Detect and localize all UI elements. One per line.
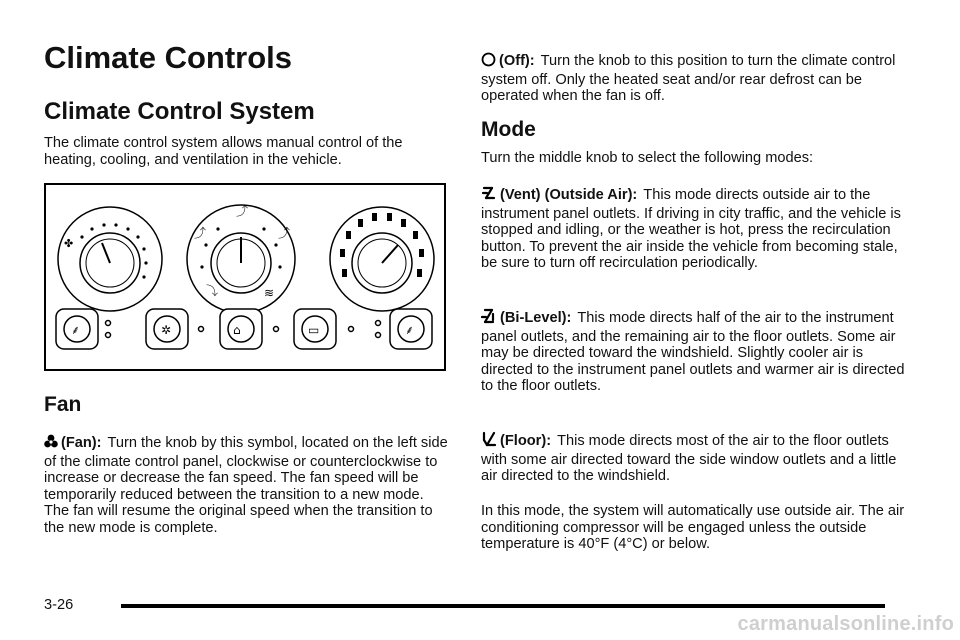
svg-text:⤵: ⤵ — [206, 284, 219, 298]
svg-text:⌂: ⌂ — [233, 323, 241, 337]
floor-label: (Floor): — [500, 433, 552, 449]
svg-text:✲: ✲ — [161, 323, 172, 337]
floor-icon — [481, 431, 497, 452]
svg-text:▭: ▭ — [308, 323, 320, 337]
vent-text: This mode directs outside air to the instrument panel outlets. If driving in city traffic, and the vehicle is stopped and idling, or the weather is hot, press the recirculation button. To prevent the air inside the vehicle from becoming stale, be sure to turn off recirculation periodically. — [481, 187, 901, 272]
fan-dial — [58, 207, 162, 311]
bilevel-label: (Bi-Level): — [500, 310, 572, 326]
floor-text: This mode directs most of the air to the floor outlets with some air directed toward the side window outlets and a little air directed to the windshield. — [481, 433, 897, 485]
svg-text:≋: ≋ — [264, 286, 275, 300]
svg-text:⸙: ⸙ — [405, 323, 415, 337]
mode-intro: Turn the middle knob to select the following modes: — [481, 150, 814, 166]
bilevel-icon — [481, 308, 497, 329]
section-title: Climate Control System — [44, 98, 315, 125]
intro-paragraph: The climate control system allows manual control of the heating, cooling, and ventilation in the vehicle. — [44, 135, 403, 168]
fan-heading: Fan — [44, 393, 82, 416]
svg-text:⤴: ⤴ — [236, 204, 249, 218]
page-number: 3-26 — [44, 597, 74, 613]
fan-paragraph — [44, 434, 448, 537]
vent-icon — [481, 185, 497, 206]
button-row — [56, 309, 432, 349]
vent-label: (Vent) (Outside Air): — [500, 187, 638, 203]
watermark: carmanualsonline.info — [737, 613, 954, 635]
fan-icon — [44, 434, 58, 454]
off-paragraph — [481, 52, 911, 105]
bilevel-paragraph — [481, 308, 911, 395]
off-text: Turn the knob to this position to turn the climate control system off. Only the heated seat and/or rear defrost can be operated when the fan is off. — [481, 53, 896, 105]
svg-text:⤴: ⤴ — [194, 226, 207, 240]
svg-text:⸙: ⸙ — [71, 323, 81, 337]
off-label: (Off): — [499, 53, 535, 69]
floor-paragraph — [481, 431, 911, 485]
svg-text:✤: ✤ — [64, 237, 74, 250]
panel-drawing — [46, 185, 444, 369]
footer-rule — [121, 604, 885, 608]
svg-text:⤴: ⤴ — [278, 226, 291, 240]
mode-heading: Mode — [481, 118, 536, 141]
fan-text: Turn the knob by this symbol, located on the left side of the climate control panel, clockwise or counterclockwise to increase or decrease the fan speed. The fan speed will be temporarily reduced between the transition to a new mode. The fan will resume the original speed when the transition to the new mode is complete. — [44, 435, 448, 536]
climate-control-panel-illustration — [44, 183, 446, 371]
vent-paragraph — [481, 185, 911, 272]
fan-label: (Fan): — [61, 435, 102, 451]
mode-dial — [187, 203, 295, 313]
off-icon — [481, 52, 496, 72]
page-title: Climate Controls — [44, 40, 293, 75]
bilevel-text: This mode directs half of the air to the instrument panel outlets, and the remaining air to the floor outlets. Some air may be directed toward the windshield. Slightly cooler air is directed to the instrument panel outlets and warmer air is directed to the floor outlets. — [481, 310, 905, 395]
outside-air-paragraph: In this mode, the system will automatically use outside air. The air conditioning compressor will be engaged unless the outside temperature is 40°F (4°C) or below. — [481, 503, 905, 553]
temperature-dial — [330, 207, 434, 311]
